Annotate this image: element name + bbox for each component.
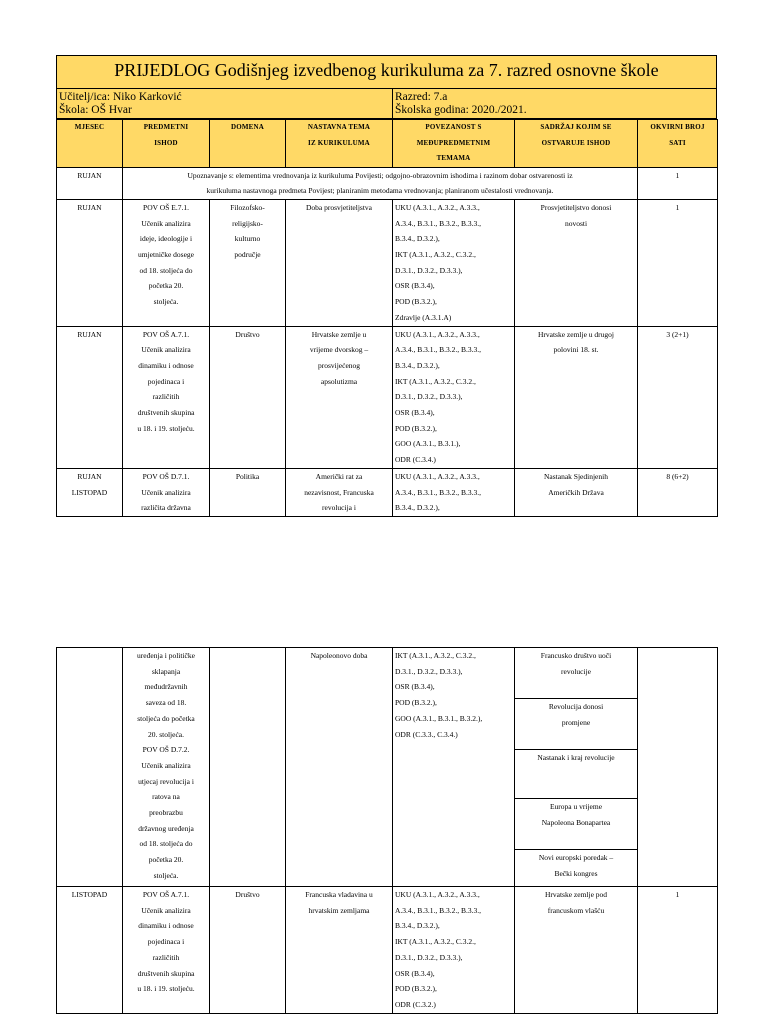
table-row: [57, 468, 718, 516]
cell-line: područje: [234, 250, 261, 260]
cell-line: TEMAMA: [436, 154, 471, 162]
cell-line: MEĐUPREDMETNIM: [416, 138, 491, 147]
cell-line: dinamiku i odnose: [138, 360, 194, 370]
cell-line: Nastanak i kraj revolucije: [537, 753, 615, 762]
row-cross: [393, 648, 515, 887]
cell-line: IKT (A.3.1., A.3.2., C.3.2.,: [395, 651, 476, 660]
cell-line: ideje, ideologije i: [139, 234, 193, 244]
cell-line: Prosvjetiteljstvo donosi: [540, 202, 612, 212]
cell-line: D.3.1., D.3.2., D.3.3.),: [395, 952, 463, 962]
cell-line: Bečki kongres: [554, 868, 598, 878]
cell-line: RUJAN: [77, 329, 102, 339]
cell-line: kulturno: [234, 234, 261, 244]
cell-line: novosti: [564, 218, 588, 228]
cell-line: stoljeća do početka: [137, 713, 195, 723]
cell-line: Francuska vladavina u: [305, 890, 373, 899]
cell-line: Zdravlje (A.3.1.A): [395, 312, 452, 322]
cell-line: hrvatskim zemljama: [308, 905, 370, 915]
cell-line: Američki rat za: [315, 471, 363, 481]
row-domain: [210, 468, 286, 516]
cell-line: uređenja i političke: [137, 651, 195, 660]
cell-line: Društvo: [235, 329, 260, 339]
cell-line: UKU (A.3.1., A.3.2., A.3.3.,: [395, 890, 480, 899]
table-header-row: [57, 120, 718, 168]
cell-line: 1: [675, 170, 680, 180]
cell-line: Doba prosvjetiteljstva: [305, 202, 373, 212]
cell-line: 20. stoljeća.: [147, 729, 185, 739]
cell-line: revolucija i: [322, 503, 356, 513]
cell-line: PREDMETNI: [143, 123, 189, 131]
cell-line: GOO (A.3.1., B.3.1., B.3.2.),: [395, 713, 483, 723]
cell-line: ISHOD: [154, 138, 178, 147]
header-outcome: [123, 120, 210, 168]
row-hours: [638, 887, 718, 1014]
school-label: Škola: OŠ Hvar: [59, 104, 132, 116]
cell-line: UKU (A.3.1., A.3.2., A.3.3.,: [395, 329, 480, 339]
cell-line: Europa u vrijeme: [549, 802, 603, 811]
cell-line: Hrvatske zemlje u: [311, 329, 367, 339]
cell-line: IKT (A.3.1., A.3.2., C.3.2.,: [395, 376, 476, 386]
cell-line: D.3.1., D.3.2., D.3.3.),: [395, 265, 463, 275]
cell-line: Učenik analizira: [141, 760, 191, 770]
cell-line: pojedinaca i: [147, 937, 185, 947]
cell-line: IKT (A.3.1., A.3.2., C.3.2.,: [395, 937, 476, 947]
row-month: [57, 199, 123, 326]
cell-line: početka 20.: [148, 281, 184, 291]
row-domain: [210, 887, 286, 1014]
row-content: [515, 326, 638, 468]
table-row: [57, 887, 718, 1014]
cell-line: RUJAN: [77, 471, 102, 481]
cell-line: OSTVARUJE ISHOD: [541, 138, 611, 147]
cell-line: Učenik analizira: [141, 905, 191, 915]
curriculum-table-2: [56, 647, 718, 1014]
title-text: PRIJEDLOG Godišnjeg izvedbenog kurikuluma za 7. razred osnovne škole: [114, 60, 659, 80]
cell-line: prosvijećenog: [317, 360, 361, 370]
cell-line: Upoznavanje s: elementima vrednovanja iz kurikuluma Povijesti; odgojno-obrazovnim ishodima i razinom dobar ostvarenosti iz: [187, 170, 573, 180]
cell-line: promjene: [561, 717, 591, 727]
row-outcome: [123, 648, 210, 887]
row-hours: [638, 468, 718, 516]
year-label: Školska godina: 2020./2021.: [395, 104, 527, 116]
cell-line: ODR (C.3.2.): [395, 999, 436, 1009]
row-topic: [286, 468, 393, 516]
cell-line: D.3.1., D.3.2., D.3.3.),: [395, 392, 463, 402]
header-hours: [638, 120, 718, 168]
cell-line: preobrazbu: [149, 808, 183, 818]
info-row: [56, 89, 717, 119]
row-content: [515, 887, 638, 1014]
cell-line: LISTOPAD: [71, 890, 108, 899]
content-subcell: [515, 799, 637, 850]
cell-line: ratova na: [152, 792, 180, 802]
cell-line: Napoleona Bonapartea: [541, 817, 611, 827]
content-subcell: [515, 850, 637, 886]
cell-line: 1: [675, 202, 680, 212]
header-content: [515, 120, 638, 168]
header-topic: [286, 120, 393, 168]
cell-line: saveza od 18.: [145, 698, 187, 708]
row-hours: [638, 326, 718, 468]
cell-line: POD (B.3.2.),: [395, 698, 437, 708]
class-label: Razred: 7.a: [395, 91, 448, 103]
row-cross: [393, 199, 515, 326]
cell-line: POD (B.3.2.),: [395, 984, 437, 994]
cell-line: Napoleonovo doba: [310, 651, 368, 660]
info-divider: [392, 89, 393, 118]
cell-line: Hrvatske zemlje pod: [544, 890, 608, 899]
cell-line: B.3.4., D.3.2.),: [395, 234, 440, 244]
cell-line: pojedinaca i: [147, 376, 185, 386]
cell-line: 1: [675, 890, 680, 899]
cell-line: POD (B.3.2.),: [395, 297, 437, 307]
cell-line: LISTOPAD: [71, 487, 108, 497]
header-month: MJESEC: [57, 120, 123, 168]
cell-line: u 18. i 19. stoljeću.: [137, 984, 195, 994]
cell-line: različitih: [152, 952, 180, 962]
cell-line: Francusko društvo uoči: [540, 651, 612, 660]
table-row: [57, 199, 718, 326]
row-cross: [393, 887, 515, 1014]
row-month: [57, 167, 123, 199]
cell-line: od 18. stoljeća do: [139, 839, 193, 849]
cell-line: dinamiku i odnose: [138, 921, 194, 931]
cell-line: Nastanak Sjedinjenih: [544, 471, 608, 481]
cell-line: različitih: [152, 392, 180, 402]
cell-line: utjecaj revolucija i: [138, 776, 194, 786]
cell-line: POV OŠ E.7.1.: [143, 202, 189, 212]
cell-line: 3 (2+1): [666, 329, 689, 339]
cell-line: međudržavnih: [144, 682, 188, 692]
row-topic: [286, 887, 393, 1014]
cell-line: nezavisnost, Francuska: [304, 487, 374, 497]
cell-line: A.3.4., B.3.1., B.3.2., B.3.3.,: [395, 487, 482, 497]
row-content: [515, 648, 638, 887]
cell-line: NASTAVNA TEMA: [307, 123, 371, 131]
cell-line: OSR (B.3.4),: [395, 968, 435, 978]
cell-line: Američkih Država: [548, 487, 604, 497]
info-left: [59, 91, 389, 117]
cell-line: Učenik analizira: [141, 487, 191, 497]
cell-line: POD (B.3.2.),: [395, 423, 437, 433]
cell-line: ODR (C.3.4.): [395, 455, 436, 465]
cell-line: B.3.4., D.3.2.),: [395, 503, 440, 513]
cell-line: francuskom vlašću: [547, 905, 605, 915]
cell-line: Hrvatske zemlje u drugoj: [537, 329, 615, 339]
cell-line: RUJAN: [77, 170, 102, 180]
cell-line: B.3.4., D.3.2.),: [395, 921, 440, 931]
row-outcome: [123, 468, 210, 516]
row-content: [515, 468, 638, 516]
cell-line: kurikuluma nastavnoga predmeta Povijest; planiranim metodama vrednovanja; planiranom učestalosti vrednovanja.: [206, 186, 554, 196]
cell-line: sklapanja: [151, 666, 181, 676]
header-domain: DOMENA: [210, 120, 286, 168]
document-title: [56, 55, 717, 89]
intro-text: [123, 167, 638, 199]
cell-line: POVEZANOST S: [425, 123, 482, 131]
cell-line: 8 (6+2): [666, 471, 689, 481]
table-row: [57, 648, 718, 887]
row-hours: [638, 199, 718, 326]
row-month: [57, 887, 123, 1014]
cell-line: državnog uređenja: [138, 823, 194, 833]
teacher-label: Učitelj/ica: Niko Karković: [59, 91, 182, 103]
cell-line: POV OŠ D.7.1.: [142, 471, 190, 481]
row-content: [515, 199, 638, 326]
cell-line: UKU (A.3.1., A.3.2., A.3.3.,: [395, 202, 480, 212]
cell-line: IZ KURIKULUMA: [308, 138, 370, 147]
content-subcell: [515, 750, 637, 799]
cell-line: Novi europski poredak –: [538, 853, 614, 862]
cell-line: A.3.4., B.3.1., B.3.2., B.3.3.,: [395, 345, 482, 355]
row-outcome: [123, 887, 210, 1014]
cell-line: stoljeća.: [153, 870, 179, 880]
cell-line: GOO (A.3.1., B.3.1.),: [395, 439, 461, 449]
cell-line: ODR (C.3.3., C.3.4.): [395, 729, 458, 739]
cell-line: religijsko-: [232, 218, 263, 228]
cell-line: UKU (A.3.1., A.3.2., A.3.3.,: [395, 471, 480, 481]
row-hours: [638, 167, 718, 199]
cell-line: Društvo: [235, 890, 260, 899]
cell-line: A.3.4., B.3.1., B.3.2., B.3.3.,: [395, 905, 482, 915]
row-domain: [210, 648, 286, 887]
cell-line: Učenik analizira: [141, 345, 191, 355]
content-subcell: [515, 648, 637, 699]
cell-line: A.3.4., B.3.1., B.3.2., B.3.3.,: [395, 218, 482, 228]
row-topic: [286, 648, 393, 887]
cell-line: Filozofsko-: [230, 202, 265, 212]
cell-line: umjetničke dosege: [137, 250, 195, 260]
header-cross: [393, 120, 515, 168]
content-subcell: [515, 699, 637, 750]
cell-line: OKVIRNI BROJ: [650, 123, 705, 131]
table-row: [57, 326, 718, 468]
cell-line: B.3.4., D.3.2.),: [395, 360, 440, 370]
row-outcome: [123, 326, 210, 468]
row-topic: [286, 326, 393, 468]
cell-line: D.3.1., D.3.2., D.3.3.),: [395, 666, 463, 676]
row-cross: [393, 468, 515, 516]
cell-line: vrijeme dvorskog –: [309, 345, 369, 355]
cell-line: IKT (A.3.1., A.3.2., C.3.2.,: [395, 250, 476, 260]
cell-line: OSR (B.3.4),: [395, 281, 435, 291]
cell-line: stoljeća.: [153, 297, 179, 307]
row-hours: [638, 648, 718, 887]
row-domain: [210, 326, 286, 468]
info-right: [395, 91, 715, 117]
cell-line: OSR (B.3.4),: [395, 408, 435, 418]
row-month: [57, 326, 123, 468]
cell-line: POV OŠ A.7.1.: [142, 329, 190, 339]
row-month: [57, 468, 123, 516]
cell-line: apsolutizma: [320, 376, 358, 386]
cell-line: SADRŽAJ KOJIM SE: [540, 123, 612, 131]
row-month: [57, 648, 123, 887]
cell-line: različita državna: [141, 503, 191, 513]
cell-line: POV OŠ D.7.2.: [142, 745, 190, 755]
row-topic: [286, 199, 393, 326]
cell-line: društvenih skupina: [137, 968, 195, 978]
cell-line: POV OŠ A.7.1.: [142, 890, 190, 899]
row-cross: [393, 326, 515, 468]
cell-line: revolucije: [561, 666, 591, 676]
table-row: [57, 167, 718, 199]
cell-line: početka 20.: [148, 855, 184, 865]
cell-line: Revolucija donosi: [548, 702, 604, 711]
cell-line: polovini 18. st.: [553, 345, 599, 355]
cell-line: društvenih skupina: [137, 408, 195, 418]
cell-line: SATI: [669, 138, 686, 147]
row-outcome: [123, 199, 210, 326]
cell-line: OSR (B.3.4),: [395, 682, 435, 692]
cell-line: od 18. stoljeća do: [139, 265, 193, 275]
cell-line: Politika: [235, 471, 260, 481]
row-domain: [210, 199, 286, 326]
cell-line: u 18. i 19. stoljeću.: [137, 423, 195, 433]
cell-line: RUJAN: [77, 202, 102, 212]
curriculum-table-1: [56, 119, 718, 517]
cell-line: Učenik analizira: [141, 218, 191, 228]
